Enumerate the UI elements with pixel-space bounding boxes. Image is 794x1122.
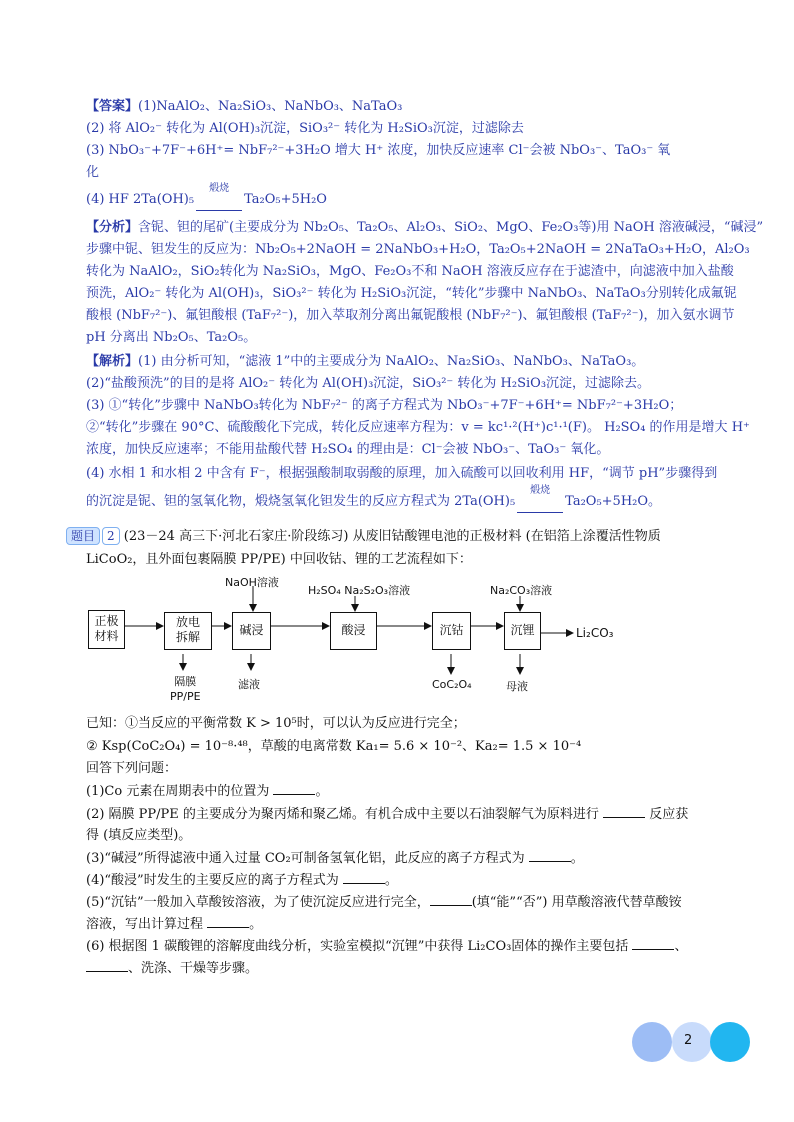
question-number: 2 (102, 527, 120, 545)
explain-line-7: 的沉淀是铌、钽的氢氧化物，煅烧氢氧化钽发生的反应方程式为 2Ta(OH)₅ 煅烧 Ta₂O₅+5H₂O。 (86, 492, 661, 513)
given-line-2: ② Ksp(CoC₂O₄) = 10⁻⁸·⁴⁸，草酸的电离常数 Ka₁= 5.6 × 10⁻²、Ka₂= 1.5 × 10⁻⁴ (86, 739, 582, 754)
analysis-line-5: 酸根 (NbF₇²⁻)、氟钽酸根 (TaF₇²⁻)，加入萃取剂分离出氟铌酸根 (NbF₇²⁻)、氟钽酸根 (TaF₇²⁻)，加入氨水调节 (86, 308, 735, 323)
subquestion-2-cont: 得 (填反应类型)。 (86, 828, 192, 843)
analysis-tag: 【分析】 (86, 220, 139, 235)
flow-box-discharge-dismantle: 放电 拆解 (164, 612, 212, 650)
explain-line-6: (4) 水相 1 和水相 2 中含有 F⁻，根据强酸制取弱酸的原理，加入硫酸可以回收利用 HF，“调节 pH”步骤得到 (86, 466, 718, 481)
answer-line-3: (3) NbO₃⁻+7F⁻+6H⁺= NbF₇²⁻+3H₂O 增大 H⁺ 浓度，加快反应速率 Cl⁻会被 NbO₃⁻、TaO₃⁻ 氧 (86, 143, 671, 158)
page-circle-decoration (632, 1022, 672, 1062)
explain-line-4: ②“转化”步骤在 90°C、硫酸酸化下完成，转化反应速率方程为：v = kc¹·²(H⁺)c¹·¹(F)。 H₂SO₄ 的作用是增大 H⁺ (86, 420, 750, 435)
explain-line-5: 浓度，加快反应速率；不能用盐酸代替 H₂SO₄ 的理由是：Cl⁻会被 NbO₃⁻、TaO₃⁻ 氧化。 (86, 442, 610, 457)
answer-blank (632, 937, 674, 950)
flow-box-alkali-leach: 碱浸 (232, 612, 271, 650)
answer-blank (273, 782, 315, 795)
flow-box-cathode-material: 正极 材料 (88, 610, 125, 649)
answer-tag: 【答案】 (86, 99, 139, 114)
explain-line-2: (2)“盐酸预洗”的目的是将 AlO₂⁻ 转化为 Al(OH)₃沉淀，SiO₃²⁻ 转化为 H₂SiO₃沉淀，过滤除去。 (86, 376, 651, 391)
subquestion-5-cont: 溶液，写出计算过程 。 (86, 917, 263, 932)
analysis-line-1: 【分析】含铌、钽的尾矿(主要成分为 Nb₂O₅、Ta₂O₅、Al₂O₃、SiO₂、MgO、Fe₂O₃等)用 NaOH 溶液碱浸，“碱浸” (86, 220, 764, 235)
given-line-1: 已知：①当反应的平衡常数 K > 10⁵时，可以认为反应进行完全； (86, 716, 466, 731)
subquestion-4: (4)“酸浸”时发生的主要反应的离子方程式为 。 (86, 873, 398, 888)
answer-line-5: (4) HF 2Ta(OH)₅ 煅烧 Ta₂O₅+5H₂O (86, 190, 327, 211)
analysis-line-3: 转化为 NaAlO₂，SiO₂转化为 Na₂SiO₃，MgO、Fe₂O₃不和 NaOH 溶液反应存在于滤渣中，向滤液中加入盐酸 (86, 264, 734, 279)
answer-line-4: 化 (86, 165, 100, 180)
answer-blank (207, 915, 249, 928)
given-line-3: 回答下列问题： (86, 761, 178, 776)
reaction-condition: 煅烧 (209, 183, 230, 194)
flow-box-cobalt-precipitation: 沉钴 (432, 612, 471, 650)
answer-line-1: 【答案】(1)NaAlO₂、Na₂SiO₃、NaNbO₃、NaTaO₃ (86, 99, 403, 114)
explain-line-1: 【解析】(1) 由分析可知，“滤液 1”中的主要成分为 NaAlO₂、Na₂SiO₃、NaNbO₃、NaTaO₃。 (86, 354, 645, 369)
analysis-line-6: pH 分离出 Nb₂O₅、Ta₂O₅。 (86, 330, 257, 345)
subquestion-6: (6) 根据图 1 碳酸锂的溶解度曲线分析，实验室模拟“沉锂”中获得 Li₂CO₃固体的操作主要包括 、 (86, 939, 688, 954)
answer-blank (343, 871, 385, 884)
subquestion-5: (5)“沉钴”一般加入草酸铵溶液，为了使沉淀反应进行完全， (填“能”“否”) 用草酸溶液代替草酸铵 (86, 895, 682, 910)
answer-blank (430, 893, 472, 906)
question-line-2: LiCoO₂，且外面包裹隔膜 PP/PE) 中回收钴、锂的工艺流程如下： (86, 552, 472, 567)
answer-blank (603, 805, 645, 818)
reaction-condition: 煅烧 (530, 485, 551, 496)
subquestion-6-cont: 、洗涤、干燥等步骤。 (86, 959, 258, 979)
explain-tag: 【解析】 (86, 354, 139, 369)
answer-blank (529, 849, 571, 862)
flow-box-lithium-precipitation: 沉锂 (504, 612, 541, 650)
page-number: 2 (684, 1033, 693, 1048)
flow-output-separator: 隔膜 PP/PE (170, 675, 201, 703)
subquestion-2: (2) 隔膜 PP/PE 的主要成分为聚丙烯和聚乙烯。有机合成中主要以石油裂解气为原料进行 反应获 (86, 807, 689, 822)
flow-input-naoh: NaOH溶液 (225, 576, 279, 589)
flow-output-mother-liquor: 母液 (506, 680, 528, 693)
analysis-line-2: 步骤中铌、钽发生的反应为：Nb₂O₅+2NaOH = 2NaNbO₃+H₂O，Ta₂O₅+2NaOH = 2NaTaO₃+H₂O，Al₂O₃ (86, 242, 750, 257)
question-badge: 题目 (66, 527, 100, 545)
question-line-1: 题目 2 (23－24 高三下·河北石家庄·阶段练习) 从废旧钴酸锂电池的正极材料 (在铝箔上涂覆活性物质 (66, 527, 661, 547)
flow-output-filtrate: 滤液 (238, 678, 260, 691)
flow-input-acid: H₂SO₄ Na₂S₂O₃溶液 (308, 584, 411, 597)
answer-line-2: (2) 将 AlO₂⁻ 转化为 Al(OH)₃沉淀，SiO₃²⁻ 转化为 H₂SiO₃沉淀，过滤除去 (86, 121, 524, 136)
subquestion-1: (1)Co 元素在周期表中的位置为 。 (86, 784, 329, 799)
flow-input-na2co3: Na₂CO₃溶液 (490, 584, 553, 597)
flow-product-li2co3: Li₂CO₃ (576, 626, 614, 640)
page-circle-decoration (710, 1022, 750, 1062)
explain-line-3: (3) ①“转化”步骤中 NaNbO₃转化为 NbF₇²⁻ 的离子方程式为 NbO₃⁻+7F⁻+6H⁺= NbF₇²⁻+3H₂O； (86, 398, 683, 413)
answer-blank (86, 959, 128, 972)
subquestion-3: (3)“碱浸”所得滤液中通入过量 CO₂可制备氢氧化铝，此反应的离子方程式为 。 (86, 851, 584, 866)
analysis-line-4: 预洗，AlO₂⁻ 转化为 Al(OH)₃，SiO₃²⁻ 转化为 H₂SiO₃沉淀，“转化”步骤中 NaNbO₃、NaTaO₃分别转化成氟铌 (86, 286, 737, 301)
flow-box-acid-leach: 酸浸 (330, 612, 377, 650)
flow-output-coc2o4: CoC₂O₄ (432, 678, 472, 691)
page-number-badge (632, 1022, 752, 1062)
